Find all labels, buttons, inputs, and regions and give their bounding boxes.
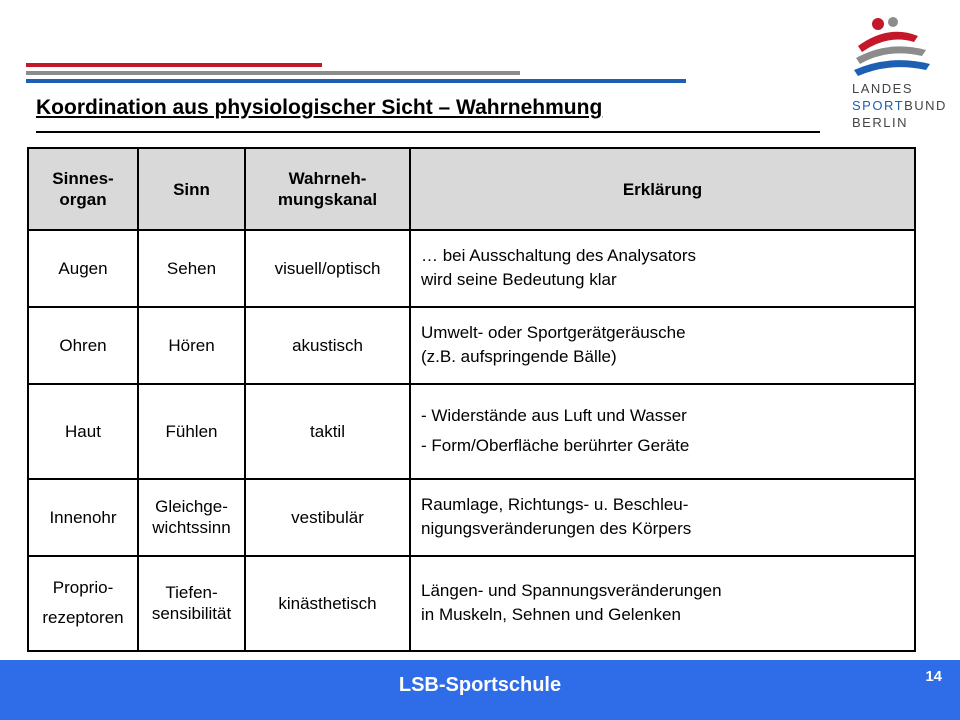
decor-line-red xyxy=(26,63,322,67)
cell-line: Längen- und Spannungsveränderungen xyxy=(421,581,722,601)
cell-line: Augen xyxy=(58,258,108,278)
header-sinnesorgan-l2: organ xyxy=(59,190,107,209)
logo-line3: BERLIN xyxy=(852,115,908,130)
cell-line: Innenohr xyxy=(49,507,117,527)
cell-line: nigungsveränderungen des Körpers xyxy=(421,519,692,539)
cell-sinn xyxy=(138,230,245,307)
cell-sinnesorgan xyxy=(28,230,138,307)
cell-line: in Muskeln, Sehnen und Gelenken xyxy=(421,605,681,625)
cell-line: Raumlage, Richtungs- u. Beschleu- xyxy=(421,495,689,515)
cell-line: - Form/Oberfläche berührter Geräte xyxy=(421,436,690,456)
footer-label: LSB-Sportschule xyxy=(398,674,562,696)
logo-line2-bund: BUND xyxy=(904,98,947,113)
cell-line: rezeptoren xyxy=(42,608,124,628)
logo-line2-sport: SPORT xyxy=(852,98,905,113)
decor-line-gray xyxy=(26,71,520,75)
table-header-row xyxy=(28,148,915,230)
cell-kanal xyxy=(245,556,410,651)
cell-sinn xyxy=(138,384,245,479)
header-sinn: Sinn xyxy=(138,148,245,230)
logo-wordmark xyxy=(852,80,947,131)
cell-kanal xyxy=(245,230,410,307)
cell-line: - Widerstände aus Luft und Wasser xyxy=(421,406,687,426)
cell-line: akustisch xyxy=(292,335,363,355)
header-wahrnehmungskanal xyxy=(245,148,410,230)
cell-sinn xyxy=(138,556,245,651)
cell-line: Umwelt- oder Sportgerätgeräusche xyxy=(421,323,686,343)
logo-line2 xyxy=(852,97,947,114)
cell-line: Tiefen- xyxy=(165,583,218,603)
cell-line: Ohren xyxy=(59,335,107,355)
table-row xyxy=(28,556,915,651)
cell-line: wird seine Bedeutung klar xyxy=(421,270,617,290)
cell-kanal xyxy=(245,307,410,384)
cell-line: Sehen xyxy=(166,258,217,278)
cell-erklaerung xyxy=(410,479,915,556)
logo-line1: LANDES xyxy=(852,81,914,96)
table-row xyxy=(28,307,915,384)
cell-line: taktil xyxy=(310,421,345,441)
cell-kanal xyxy=(245,384,410,479)
cell-sinn xyxy=(138,307,245,384)
cell-erklaerung xyxy=(410,384,915,479)
cell-line: Proprio- xyxy=(52,578,114,598)
cell-erklaerung xyxy=(410,230,915,307)
cell-line: sensibilität xyxy=(151,604,232,624)
header-kanal-l1: Wahrneh- xyxy=(288,169,367,188)
cell-sinnesorgan xyxy=(28,384,138,479)
decor-line-blue xyxy=(26,79,686,83)
cell-line: Gleichge- xyxy=(155,497,228,517)
page-number: 14 xyxy=(925,668,942,685)
table-body xyxy=(28,230,915,651)
cell-line: visuell/optisch xyxy=(274,258,381,278)
table-row xyxy=(28,479,915,556)
header-sinnesorgan-l1: Sinnes- xyxy=(52,169,114,188)
cell-line: kinästhetisch xyxy=(278,593,377,613)
footer-bar xyxy=(0,660,960,720)
header-kanal-l2: mungskanal xyxy=(277,190,378,209)
cell-kanal xyxy=(245,479,410,556)
header-sinnesorgan xyxy=(28,148,138,230)
cell-sinnesorgan xyxy=(28,479,138,556)
cell-erklaerung xyxy=(410,307,915,384)
cell-line: Fühlen xyxy=(165,421,218,441)
cell-sinnesorgan xyxy=(28,556,138,651)
perception-table xyxy=(27,147,916,652)
cell-sinn xyxy=(138,479,245,556)
cell-erklaerung xyxy=(410,556,915,651)
cell-line: … bei Ausschaltung des Analysators xyxy=(421,246,696,266)
cell-line: Haut xyxy=(65,421,101,441)
header-erklaerung: Erklärung xyxy=(410,148,915,230)
cell-line: wichtssinn xyxy=(152,518,231,538)
cell-line: vestibulär xyxy=(291,507,364,527)
cell-line: (z.B. aufspringende Bälle) xyxy=(421,347,617,367)
page-title: Koordination aus physiologischer Sicht – Wahrnehmung xyxy=(36,96,603,119)
cell-sinnesorgan xyxy=(28,307,138,384)
table-row xyxy=(28,384,915,479)
cell-line: Hören xyxy=(168,335,215,355)
title-divider xyxy=(36,131,820,133)
table-row xyxy=(28,230,915,307)
